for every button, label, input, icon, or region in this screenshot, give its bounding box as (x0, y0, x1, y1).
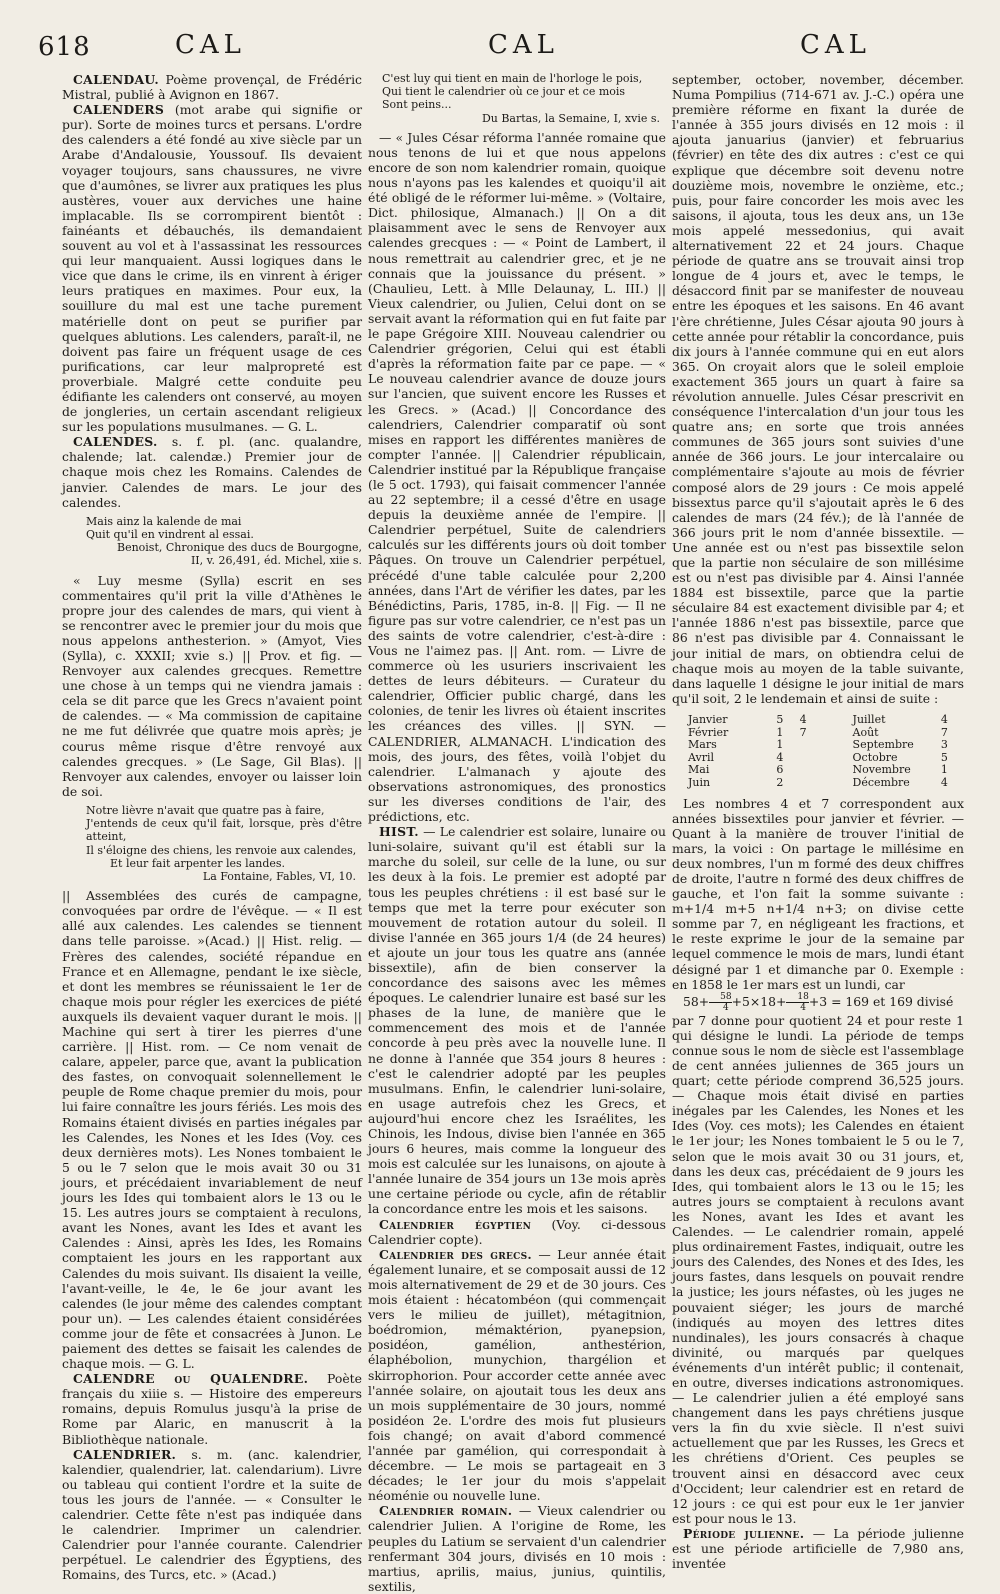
table-cell: 4 (799, 712, 807, 726)
entry-calendre (62, 1371, 362, 1446)
quotation-source: La Fontaine, Fables, VI, 10. (202, 869, 356, 883)
quotation-la-fontaine (62, 804, 362, 883)
entry-calendau (62, 72, 362, 102)
table-row (686, 764, 956, 777)
verse-line: Qui tient le calendrier où ce jour et ce mois (382, 85, 626, 99)
page-header (0, 30, 1000, 70)
table-gap (815, 727, 851, 740)
table-cell: 3 (940, 738, 948, 752)
table-row (686, 752, 956, 765)
subheading: Calendrier des grecs. (379, 1246, 533, 1262)
quotation-source: Du Bartas, la Semaine, I, xvie s. (481, 111, 660, 125)
section-label: HIST. (379, 824, 419, 840)
table-cell: Juillet (852, 712, 886, 726)
entry-calendrier-egyptien (368, 1217, 666, 1247)
entry-text: — Vieux calendrier ou calendrier Julien. A l'origine de Rome, les peuples du Latium se servaient d'un calendrier renfermant 304 jours, divisés en 10 mois : martius, aprilis, maius, junius, quintilis, sextilis, (368, 1503, 666, 1594)
verse-line: Et leur fait arpenter les landes. (110, 856, 286, 870)
table-cell: 2 (776, 775, 784, 789)
entry-text: s. f. pl. (anc. qualandre, chalende; lat. calendæ.) Premier jour de chaque mois chez les Romains. Calendes de janvier. Calendes de mars. Le jour des calendes. (62, 434, 362, 510)
table-cell: 1 (776, 725, 784, 739)
headword: CALENDERS (73, 102, 165, 118)
table-cell: Décembre (852, 775, 910, 789)
month-initial-table (686, 714, 956, 790)
table-cell: 7 (940, 725, 948, 739)
table-body (686, 714, 956, 790)
subheading: Calendrier égyptien (379, 1216, 532, 1232)
paragraph: « Luy mesme (Sylla) escrit en ses commentaires qu'il prit la ville d'Athènes le propre jour des calendes de mars, qui vient à se rencontrer avec le premier jour du mois que nous appelons anthesterion. » (Amyot, Vies (Sylla), c. XXXII; xvie s.) || Prov. et fig. —Renvoyer aux calendes grecques. Remettre une chose à un temps qui ne viendra jamais : cela se dit parce que les Grecs n'avaient point de calendes. — « Ma commission de capitaine ne me fut délivrée que quatre mois après; je courus même risque d'être renvoyé aux calendes grecques. » (Le Sage, Gil Blas). || Renvoyer aux calendes, envoyer ou laisser loin de soi. (62, 572, 362, 799)
fraction-denominator: 4 (723, 1002, 729, 1013)
table-cell: 1 (776, 738, 784, 752)
table-row (686, 727, 956, 740)
paragraph-hist (368, 824, 666, 1216)
verse-line: Sont peins... (382, 98, 452, 112)
entry-text: Poète français du xiiie s. — Histoire des empereurs romains, depuis Romulus jusqu'à la prise de Rome par Alaric, en manuscrit à la Bibliothèque nationale. (62, 1371, 362, 1447)
fraction (786, 992, 808, 1013)
column-2 (368, 72, 667, 1594)
table-cell: Octobre (852, 750, 898, 764)
entry-text: (mot arabe qui signifie or pur). Sorte de moines turcs et persans. L'ordre des calenders a été fondé au xive siècle par un Arabe d'Andalousie, Youssouf. Ils devaient voyager toujours, sans chaussures, ne vivre que d'aumônes, se livrer aux pratiques les plus austères, vouer aux derviches une haine implacable. Ils se corrompirent bientôt : fainéants et débauchés, ils demandaient souvent au vol et à l'assassinat les ressources qui leur manquaient. Aussi logiques dans le vice que dans le crime, ils en vinrent à ériger leurs pratiques en maximes. Pour eux, la souillure du mal est une tache purement matérielle dont on peut se purifier par quelques ablutions. Les calenders, paraît-il, ne doivent pas faire un fréquent usage de ces purifications, car leur malpropreté est proverbiale. Malgré cette conduite peu édifiante les calenders ont conservé, au moyen de jongleries, un certain ascendant religieux sur les populations musulmanes. — G. L. (62, 102, 362, 435)
quotation-benoist (62, 515, 362, 568)
table-cell: Janvier (688, 712, 728, 726)
headword: CALENDRE ou QUALENDRE. (73, 1371, 309, 1387)
paragraph: par 7 donne pour quotient 24 et pour reste 1 qui désigne le lundi. La période de temps connue sous le nom de siècle est l'assemblage de cent années juliennes de 365 jours un quart; cette période comprend 36,525 jours. — Chaque mois était divisé en parties inégales par les Calendes, les Nones et les Ides (Voy. ces mots); les Calendes en étaient le 1er jour; les Nones tombaient le 5 ou le 7, selon que le mois avait 30 ou 31 jours, et, dans les deux cas, précédaient de 9 jours les Ides, qui tombaient alors le 13 ou le 15; les autres jours se comptaient à reculons avant les Nones, avant les Ides et avant les Calendes. — Le calendrier romain, appelé plus ordinairement Fastes, indiquait, outre les jours des Calendes, des Nones et des Ides, les jours fastes, dans lesquels on pouvait rendre la justice; les jours néfastes, où les juges ne pouvaient siéger; les jours de marché (indiqués au moyen des lettres dites nundinales), les jours consacrés à chaque divinité, ou marqués par quelques événements d'un intérêt public; il contenait, en outre, diverses indications astronomiques. — Le calendrier julien a été employé sans changement dans les pays chrétiens jusque vers la fin du xvie siècle. Il n'est suivi actuellement que par les Russes, les Grecs et les chrétiens d'Orient. Ces peuples se trouvent ainsi en désaccord avec ceux d'Occident; leur calendrier est en retard de 12 jours : ce qui est pour eux le 1er janvier est pour nous le 13. (672, 1012, 964, 1526)
running-head-right: CAL (800, 30, 871, 60)
table-cell: Mai (688, 763, 710, 777)
entry-calendes (62, 434, 362, 509)
subheading: Calendrier romain. (379, 1503, 513, 1519)
entry-calenders (62, 102, 362, 434)
column-3 (672, 72, 965, 1572)
entry-text: Poème provençal, de Frédéric Mistral, publié à Avignon en 1867. (62, 72, 362, 103)
table-row (686, 714, 956, 727)
table-cell: 1 (940, 763, 948, 777)
table-gap (815, 739, 851, 752)
subheading: Période julienne. (683, 1525, 805, 1541)
table-cell: Septembre (852, 738, 914, 752)
table-cell: Août (852, 725, 879, 739)
entry-periode-julienne (672, 1526, 964, 1571)
entry-text: s. m. (anc. kalendrier, kalendier, qualendrier, lat. calendarium). Livre ou tableau qui contient l'ordre et la suite de tous les jours de l'année. — « Consulter le calendrier. Cette fête n'est pas indiquée dans le calendrier. Imprimer un calendrier. Calendrier pour l'année courante. Calendrier perpétuel. Le calendrier des Égyptiens, des Romains, des Turcs, etc. » (Acad.) (62, 1446, 362, 1583)
table-cell: Novembre (852, 763, 911, 777)
entry-text: (Voy. ci-dessous Calendrier copte). (368, 1216, 666, 1247)
headword: CALENDES. (73, 434, 158, 450)
quotation-source: Benoist, Chronique des ducs de Bourgogne, (116, 541, 362, 555)
headword: CALENDRIER. (73, 1446, 177, 1462)
table-gap (815, 752, 851, 765)
verse-line: Notre lièvre n'avait que quatre pas à faire, (86, 803, 325, 817)
table-cell: 7 (799, 725, 807, 739)
formula-part: +5×18+ (731, 993, 787, 1009)
table-cell: 4 (940, 712, 948, 726)
table-cell: Juin (688, 775, 711, 789)
table-gap (815, 714, 851, 727)
table-gap (815, 764, 851, 777)
running-head-center: CAL (488, 30, 559, 60)
headword: CALENDAU. (73, 72, 159, 87)
table-cell (791, 777, 814, 790)
paragraph: || Assemblées des curés de campagne, convoquées par ordre de l'évêque. — « Il est allé aux calendes. Les calendes se tiennent dans telle paroisse. »(Acad.) || Hist. relig. — Frères des calendes, société répandue en France et en Allemagne, pendant le ixe siècle, et dont les membres se réunissaient le 1er de chaque mois pour régler les exercices de piété auxquels ils devaient vaquer durant le mois. || Machine qui sert à tirer les pierres d'une carrière. || Hist. rom. — Ce nom venait de calare, appeler, parce que, avant la publication des fastes, on convoquait solennellement le peuple de Rome chaque premier du mois, pour lui faire connaître les jours fériés. Les mois des Romains étaient divisés en parties inégales par les Calendes, les Nones et les Ides (Voy. ces deux dernières mots). Les Nones tombaient le 5 ou le 7 selon que le mois avait 30 ou 31 jours, et précédaient invariablement de neuf jours les Ides qui tombaient alors le 13 ou le 15. Les autres jours se comptaient à reculons, avant les Nones, avant les Ides et avant les Calendes : Ainsi, après les Ides, les Romains comptaient les jours en les rapportant aux Calendes du mois suivant. Ils disaient la veille, l'avant-veille, le 4e, le 6e jour avant les calendes (le jour même des calendes comptant pour un). — Les calendes étaient considérées comme jour de fête et consacrées à Junon. Le paiement des dettes se faisait les calendes de chaque mois. — G. L. (62, 888, 362, 1372)
page-number: 618 (38, 32, 91, 62)
table-cell: 5 (940, 750, 948, 764)
fraction-numerator: 18 (786, 992, 808, 1003)
table-gap (815, 777, 851, 790)
quotation-source: II, v. 26,491, éd. Michel, xiie s. (190, 554, 362, 568)
formula-part: 58+ (683, 993, 710, 1009)
table-cell: 4 (776, 750, 784, 764)
paragraph: september, october, november, décember. Numa Pompilius (714-671 av. J.-C.) opéra une première réforme en fixant la durée de l'année à 355 jours divisés en 12 mois : il ajouta januarius (janvier) et februarius (février) en tête des dix autres : c'est ce qui explique que décembre soit devenu notre douzième mois, novembre le onzième, etc.; puis, pour faire concorder les mois avec les saisons, il ajouta, tous les deux ans, un 13e mois appelé messedonius, qui avait alternativement 22 et 24 jours. Chaque période de quatre ans se trouvait ainsi trop longue de 4 jours et, avec le temps, le désaccord finit par se manifester de nouveau entre les époques et les saisons. En 46 avant l'ère chrétienne, Jules César ajouta 90 jours à cette année pour rétablir la concordance, puis dix jours à l'année commune qui en eut alors 365. On croyait alors que le soleil emploie exactement 365 jours un quart à faire sa révolution annuelle. Jules César prescrivit en conséquence l'intercalation d'un jour tous les quatre ans; en sorte que trois années communes de 365 jours sont suivies d'une année de 366 jours. Le jour intercalaire ou complémentaire s'ajoute au mois de février composé alors de 29 jours : Ce mois appelé bissextus parce qu'il s'ajoutait après le 6 des calendes de mars (24 fév.); de là l'année de 366 jours prit le nom d'année bissextile. — Une année est ou n'est pas bissextile selon que la partie non séculaire de son millésime est ou n'est pas divisible par 4. Ainsi l'année 1884 est bissextile, parce que la partie séculaire 84 est exactement divisible par 4; et l'année 1886 n'est pas bissextile, parce que 86 n'est pas divisible par 4. Connaissant le jour initial de mars, on obtiendra celui de chaque mois au moyen de la table suivante, dans laquelle 1 désigne le jour initial de mars qu'il soit, 2 le lendemain et ainsi de suite : (672, 72, 964, 706)
paragraph: — « Jules César réforma l'année romaine que nous tenons de lui et que nous appelons encore de son nom kalendrier romain, quoique nous n'ayons pas les kalendes et quoiqu'il ait été obligé de le réformer lui-même. » (Voltaire, Dict. philosique, Almanach.) || On a dit plaisamment avec le sens de Renvoyer aux calendes grecques : — « Point de Lambert, il nous remettrait au calendrier grec, et je ne connais que la jouissance du présent. » (Chaulieu, Lett. à Mlle Delaunay, L. III.) || Vieux calendrier, ou Julien, Celui dont on se servait avant la réformation qui en fut faite par le pape Grégoire XIII. Nouveau calendrier ou Calendrier grégorien, Celui qui est établi d'après la réformation faite par ce pape. — « Le nouveau calendrier avance de douze jours sur l'ancien, que suivent encore les Russes et les Grecs. » (Acad.) || Concordance des calendriers, Calendrier comparatif où sont mises en rapport les différentes manières de compter l'année. || Calendrier républicain, Calendrier institué par la République française (le 5 oct. 1793), qui faisait commencer l'année au 22 septembre; il a cessé d'être en usage depuis la deuxième année de l'empire. || Calendrier perpétuel, Suite de calendriers calculés sur les différents jours où doit tomber Pâques. On trouve un Calendrier perpétuel, précédé d'une table calculée pour 2,200 années, dans l'Art de vérifier les dates, par les Bénédictins, Paris, 1785, in-8. || Fig. — Il ne figure pas sur votre calendrier, ce n'est pas un des saints de votre calendrier, c'est-à-dire : Vous ne l'aimez pas. || Ant. rom. — Livre de commerce où les usuriers inscrivaient les dettes de leurs débiteurs. — Curateur du calendrier, Officier public chargé, dans les colonies, de tenir les livres où étaient inscrites les créances des villes. || SYN. — CALENDRIER, ALMANACH. L'indication des mois, des jours, des fêtes, voilà l'objet du calendrier. L'almanach y ajoute des observations astronomiques, des pronostics sur les diverses conditions de l'air, des prédictions, etc. (368, 129, 666, 825)
entry-text: — Le calendrier est solaire, lunaire ou luni-solaire, suivant qu'il est établi sur la marche du soleil, sur celle de la lune, ou sur les deux à la fois. Le premier est adopté par tous les peuples chrétiens : il est basé sur le temps que met la terre pour exécuter son mouvement de rotation autour du soleil. Il divise l'année en 365 jours 1/4 (de 24 heures) et ajoute un jour tous les quatre ans (année bissextile), afin de bien conserver la concordance des saisons avec les mêmes époques. Le calendrier lunaire est basé sur les phases de la lune, de manière que le commencement des mois et de l'année concorde à peu près avec la nouvelle lune. Il ne donne à l'année que 354 jours 8 heures : c'est le calendrier adopté par les peuples musulmans. Enfin, le calendrier luni-solaire, en usage autrefois chez les Grecs, et aujourd'hui encore chez les Israélites, les Chinois, les Indous, divise bien l'année en 365 jours 6 heures, mais comme la longueur des mois est calculée sur les lunaisons, on ajoute à l'année lunaire de 354 jours un 13e mois après une certaine période ou cycle, afin de rétablir la concordance entre les mois et les saisons. (368, 824, 666, 1217)
verse-line: Il s'éloigne des chiens, les renvoie aux calendes, (86, 843, 357, 857)
table-cell: Mars (688, 738, 717, 752)
fraction-numerator: 58 (709, 992, 731, 1003)
fraction-denominator: 4 (800, 1002, 806, 1013)
table-cell (791, 739, 814, 752)
table-cell: 5 (776, 712, 784, 726)
entry-calendrier-grecs (368, 1247, 666, 1504)
table-cell (791, 752, 814, 765)
formula-part: +3 = 169 et 169 divisé (808, 993, 954, 1009)
table-row (686, 739, 956, 752)
fraction (709, 992, 731, 1013)
formula-line (672, 992, 964, 1013)
verse-line: J'entends de ceux qu'il fait, lorsque, près d'être atteint, (86, 817, 362, 844)
table-cell: Avril (688, 750, 715, 764)
table-row (686, 777, 956, 790)
entry-text: — La période julienne est une période artificielle de 7,980 ans, inventée (672, 1525, 965, 1572)
verse-line: C'est luy qui tient en main de l'horloge le pois, (382, 72, 643, 85)
paragraph: Les nombres 4 et 7 correspondent aux années bissextiles pour janvier et février. — Quant à la manière de trouver l'initial de mars, la voici : On partage le millésime en deux nombres, l'un m formé des deux chiffres de droite, l'autre n formé des deux chiffres de gauche, et l'on fait la somme suivante : m+1/4 m+5 n+1/4 n+3; on divise cette somme par 7, en négligeant les fractions, et le reste exprime le jour de la semaine par lequel commence le mois de mars, lundi étant désigné par 1 et dimanche par 0. Exemple : en 1858 le 1er mars est un lundi, car (672, 795, 964, 992)
table-cell (791, 764, 814, 777)
table-cell: 6 (776, 763, 784, 777)
verse-line: Mais ainz la kalende de mai (86, 514, 242, 528)
entry-calendrier (62, 1447, 362, 1583)
running-head-left: CAL (175, 30, 246, 60)
entry-text: — Leur année était également lunaire, et se composait aussi de 12 mois alternativement de 29 et de 30 jours. Ces mois étaient : hécatombéon (qui commençait vers le milieu de juillet), métagitnion, boédromion, mémaktérion, pyanepsion, posidéon, gamélion, anthestérion, élaphébolion, munychion, thargélion et skirrophorion. Pour accorder cette année avec l'année solaire, on ajoutait tous les deux ans un mois supplémentaire de 30 jours, nommé posidéon 2e. L'ordre des mois fut plusieurs fois changé; on avait d'abord commencé l'année par gamélion, qui correspondait à décembre. — Le mois se partageait en 3 décades; le 1er jour du mois s'appelait néoménie ou nouvelle lune. (368, 1246, 667, 1504)
entry-calendrier-romain (368, 1503, 666, 1594)
quotation-du-bartas (368, 72, 666, 125)
table-cell: 4 (940, 775, 948, 789)
column-1 (62, 72, 362, 1583)
table-cell: Février (688, 725, 729, 739)
verse-line: Quit qu'il en vindrent al essai. (86, 527, 254, 541)
